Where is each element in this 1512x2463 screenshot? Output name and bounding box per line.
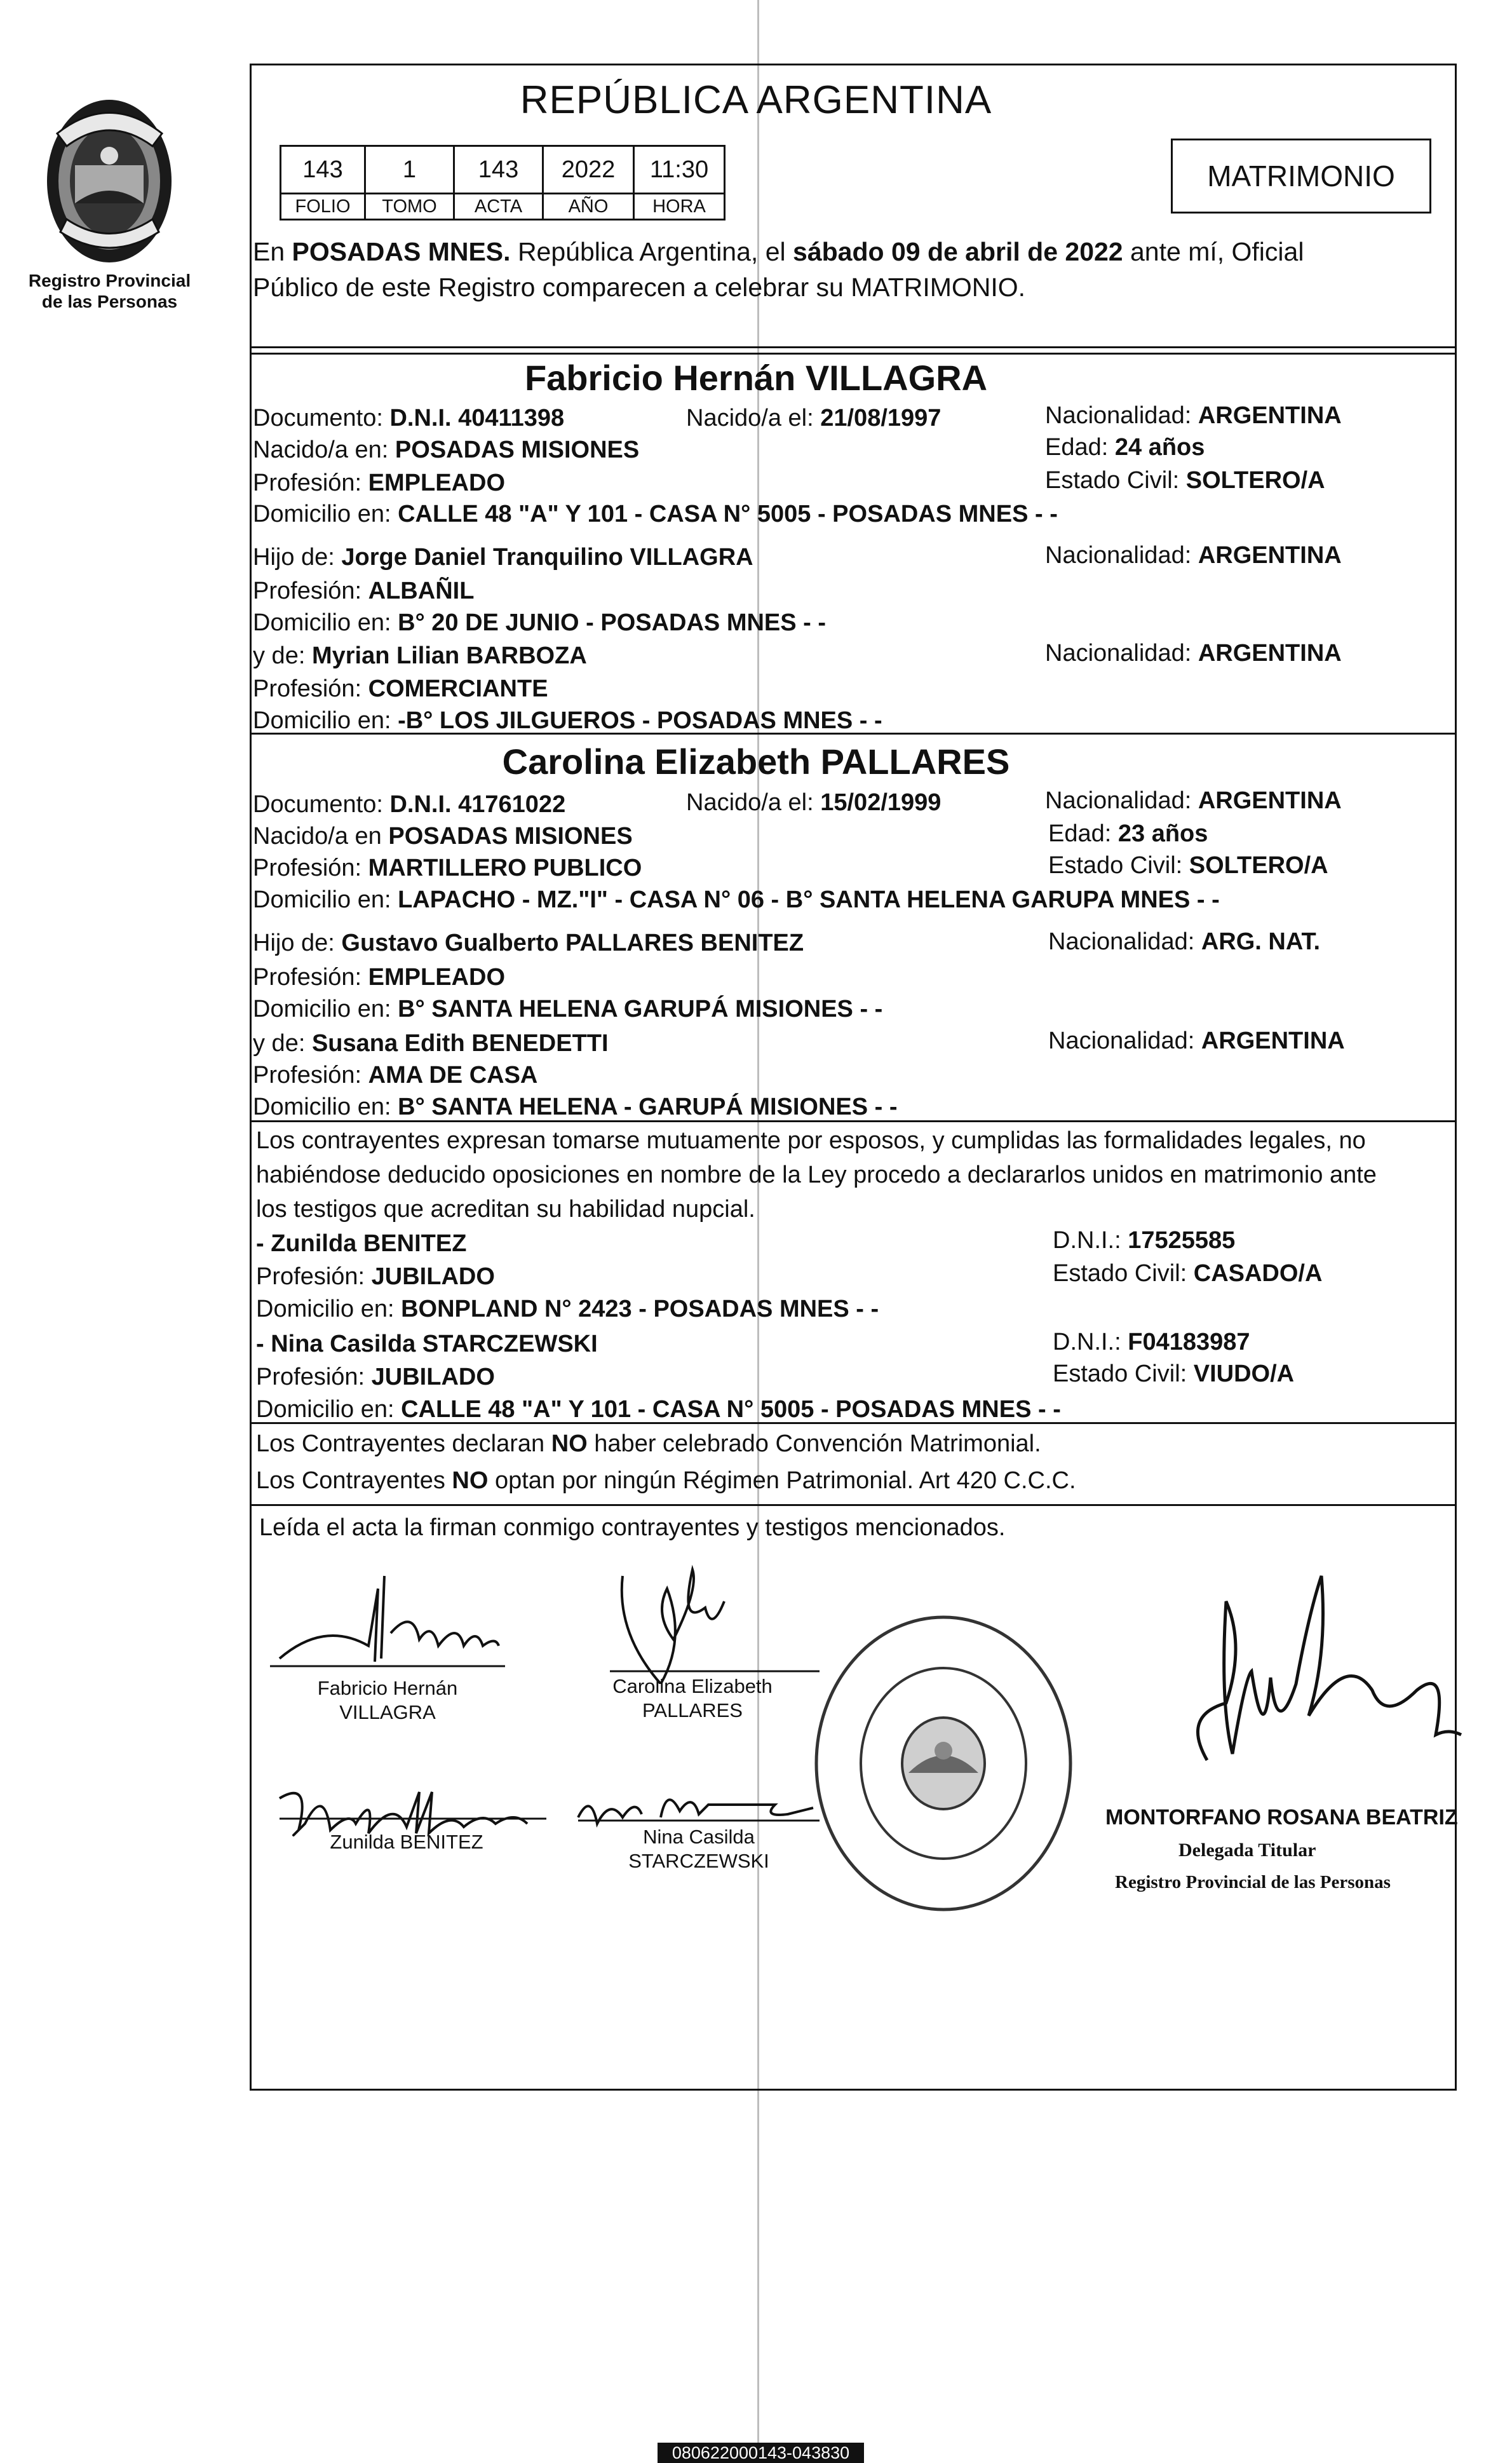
spouse2-profession: Profesión: MARTILLERO PUBLICO [253,855,642,881]
spouse2-mother-nationality: Nacionalidad: ARGENTINA [1048,1028,1345,1054]
witness1-name: - Zunilda BENITEZ [256,1230,467,1257]
year-label: AÑO [543,194,634,220]
signature-caption-2a: Carolina Elizabeth [612,1675,773,1697]
intro-line2: Público de este Registro comparecen a celebrar su MATRIMONIO. [253,273,1026,302]
declaration-line: habiéndose deducido oposiciones en nombre de la Ley procedo a declararlos unidos en matrimonio ante [256,1162,1377,1188]
intro-text: En [253,237,292,266]
signature-caption-4a: Nina Casilda [643,1826,755,1848]
tomo-value: 1 [365,146,454,194]
document-title: REPÚBLICA ARGENTINA [520,78,992,122]
spouse1-address: Domicilio en: CALLE 48 "A" Y 101 - CASA N° 5005 - POSADAS MNES - - [253,501,1058,527]
signature-carolina [559,1550,826,1684]
spouse2-name: Carolina Elizabeth PALLARES [502,742,1010,782]
hour-value: 11:30 [634,146,725,194]
signature-caption-2b: PALLARES [642,1699,743,1721]
logo-caption-line1: Registro Provincial [28,271,191,290]
read-statement: Leída el acta la firman conmigo contrayentes y testigos mencionados. [259,1514,1006,1541]
spouse1-father-nationality: Nacionalidad: ARGENTINA [1045,542,1342,569]
declaration-paragraph [256,1123,1460,1226]
witness1-address: Domicilio en: BONPLAND N° 2423 - POSADAS MNES - - [256,1296,879,1322]
spouse2-father-profession: Profesión: EMPLEADO [253,964,506,991]
acta-label: ACTA [454,194,543,220]
spouse1-birthplace: Nacido/a en: POSADAS MISIONES [253,437,640,463]
spouse2-age: Edad: 23 años [1048,820,1208,847]
spouse2-mother: y de: Susana Edith BENEDETTI [253,1030,609,1057]
certificate-type-box: MATRIMONIO [1171,139,1431,214]
official-round-seal [804,1605,1083,1922]
intro-city: POSADAS MNES. [292,237,511,266]
year-value: 2022 [543,146,634,194]
officer-title: Delegada Titular [1178,1840,1316,1861]
spouse2-father: Hijo de: Gustavo Gualberto PALLARES BENITEZ [253,930,804,956]
intro-date: sábado 09 de abril de 2022 [793,237,1123,266]
spouse2-father-address: Domicilio en: B° SANTA HELENA GARUPÁ MISIONES - - [253,996,883,1022]
spouse2-father-nationality: Nacionalidad: ARG. NAT. [1048,928,1321,955]
witness2-profession: Profesión: JUBILADO [256,1364,495,1390]
intro-text: República Argentina, el [510,237,793,266]
witness2-address: Domicilio en: CALLE 48 "A" Y 101 - CASA N° 5005 - POSADAS MNES - - [256,1396,1061,1423]
spouse1-civil-status: Estado Civil: SOLTERO/A [1045,467,1325,494]
spouse2-mother-profession: Profesión: AMA DE CASA [253,1062,538,1089]
spouse1-profession: Profesión: EMPLEADO [253,470,506,496]
divider-header-2 [250,353,1457,355]
convention-statement: Los Contrayentes declaran NO haber celebrado Convención Matrimonial. [256,1430,1041,1457]
spouse1-mother-nationality: Nacionalidad: ARGENTINA [1045,640,1342,667]
witness1-profession: Profesión: JUBILADO [256,1263,495,1290]
spouse1-document: Documento: D.N.I. 40411398 [253,405,565,431]
signature-caption-4b: STARCZEWSKI [628,1850,769,1872]
declaration-line: Los contrayentes expresan tomarse mutuamente por esposos, y cumplidas las formalidades legales, no [256,1127,1366,1154]
witness1-civil-status: Estado Civil: CASADO/A [1053,1260,1323,1287]
acta-value: 143 [454,146,543,194]
spouse1-age: Edad: 24 años [1045,434,1205,461]
signature-fabricio [267,1550,508,1678]
signature-officer [1118,1550,1487,1843]
spouse1-mother: y de: Myrian Lilian BARBOZA [253,642,587,669]
witness2-civil-status: Estado Civil: VIUDO/A [1053,1360,1295,1387]
intro-text: ante mí, Oficial [1123,237,1304,266]
registry-table [280,145,726,221]
officer-name: MONTORFANO ROSANA BEATRIZ [1105,1805,1458,1829]
spouse1-birthdate: Nacido/a el: 21/08/1997 [686,405,942,431]
spouse1-name: Fabricio Hernán VILLAGRA [524,358,988,398]
divider-header [250,346,1457,348]
regime-statement: Los Contrayentes NO optan por ningún Régimen Patrimonial. Art 420 C.C.C. [256,1467,1076,1494]
spouse2-nationality: Nacionalidad: ARGENTINA [1045,787,1342,814]
signature-caption-3: Zunilda BENITEZ [330,1831,483,1853]
tomo-label: TOMO [365,194,454,220]
signature-caption-2 [597,1674,788,1723]
signature-caption-1: Fabricio Hernán VILLAGRA [317,1677,458,1723]
witness2-dni: D.N.I.: F04183987 [1053,1329,1250,1355]
witness2-name: - Nina Casilda STARCZEWSKI [256,1331,598,1357]
spouse2-address: Domicilio en: LAPACHO - MZ."I" - CASA N° 06 - B° SANTA HELENA GARUPA MNES - - [253,886,1220,913]
intro-paragraph [253,234,1460,305]
folio-value: 143 [281,146,365,194]
spouse1-father-address: Domicilio en: B° 20 DE JUNIO - POSADAS MNES - - [253,609,827,636]
logo-caption [13,270,206,312]
divider-regime [250,1504,1457,1506]
spouse1-nationality: Nacionalidad: ARGENTINA [1045,402,1342,429]
logo-caption-line2: de las Personas [41,292,178,311]
signature-caption-4 [604,1825,794,1873]
spouse2-birthplace: Nacido/a en POSADAS MISIONES [253,823,633,850]
spouse1-father: Hijo de: Jorge Daniel Tranquilino VILLAGRA [253,544,753,571]
folio-label: FOLIO [281,194,365,220]
spouse1-father-profession: Profesión: ALBAÑIL [253,578,475,604]
spouse1-mother-profession: Profesión: COMERCIANTE [253,675,548,702]
declaration-line: los testigos que acreditan su habilidad nupcial. [256,1196,755,1223]
footer-code: 080622000143-043830 [658,2443,864,2463]
witness1-dni: D.N.I.: 17525585 [1053,1227,1236,1254]
hour-label: HORA [634,194,725,220]
spouse2-document: Documento: D.N.I. 41761022 [253,791,566,818]
officer-org: Registro Provincial de las Personas [1115,1872,1391,1892]
spouse1-mother-address: Domicilio en: -B° LOS JILGUEROS - POSADAS MNES - - [253,707,882,734]
spouse2-mother-address: Domicilio en: B° SANTA HELENA - GARUPÁ MISIONES - - [253,1094,898,1120]
spouse2-birthdate: Nacido/a el: 15/02/1999 [686,789,942,816]
spouse2-civil-status: Estado Civil: SOLTERO/A [1048,852,1328,879]
